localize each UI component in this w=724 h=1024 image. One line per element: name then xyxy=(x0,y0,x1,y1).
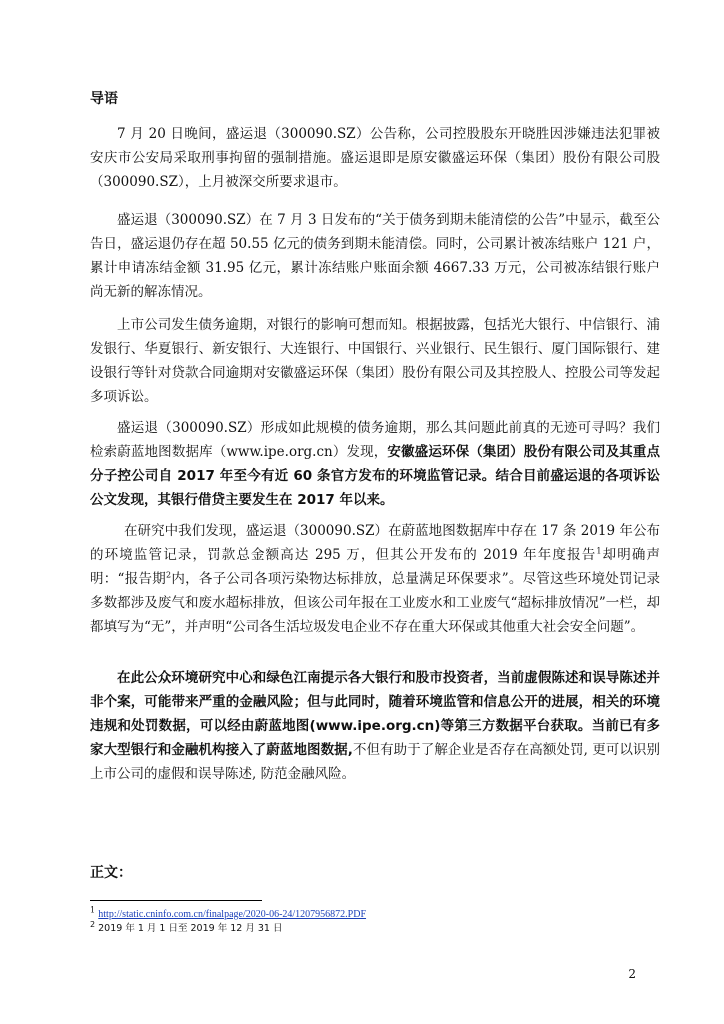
paragraph-5-text-c: 内，各子公司各项污染物达标排放，总量满足环保要求”。尽管这些环境处罚记录多数都涉及废气和废水超标排放，但该公司年报在工业废水和工业废气“超标排放情况”一栏，却都填写为“无”，并声明“公司各生活垃圾发电企业不存在重大环保或其他重大社会安全问题”。 xyxy=(90,571,661,635)
paragraph-5-text-a: 在研究中我们发现，盛运退（300090.SZ）在蔚蓝地图数据库中存在 17 条 2019 年公布的环境监管记录，罚款总金额高达 295 万，但其公开发布的 2019 年年度报告 xyxy=(90,523,660,563)
paragraph-3 xyxy=(90,313,660,409)
paragraph-4-text: 盛运退（300090.SZ）形成如此规模的债务逾期，那么其问题此前真的无迹可寻吗？我们检索蔚蓝地图数据库（www.ipe.org.cn）发现， xyxy=(90,420,660,460)
lead-heading: 导语 xyxy=(90,91,118,107)
footnote-ref-1[interactable]: 1 xyxy=(596,546,602,556)
paragraph-3-text: 上市公司发生债务逾期，对银行的影响可想而知。根据披露，包括光大银行、中信银行、浦发银行、华夏银行、新安银行、大连银行、中国银行、兴业银行、民生银行、厦门国际银行、建设银行等针对贷款合同逾期对安徽盛运环保（集团）股份有限公司及其控股人、控股公司等发起多项诉讼。 xyxy=(90,317,660,405)
paragraph-6 xyxy=(90,666,660,786)
paragraph-4 xyxy=(90,416,660,512)
footnote-1 xyxy=(90,905,367,922)
paragraph-6-text: 不但有助于了解企业是否存在高额处罚, 更可以识别上市公司的虚假和误导陈述, 防范金融风险。 xyxy=(90,742,660,782)
footnote-1-number: 1 xyxy=(90,905,96,915)
footnote-divider xyxy=(90,900,262,901)
footnote-2 xyxy=(90,919,283,936)
body-heading: 正文： xyxy=(90,865,132,881)
footnote-2-number: 2 xyxy=(90,919,96,929)
paragraph-2: 盛运退（300090.SZ）在 7 月 3 日发布的“关于债务到期未能清偿的公告”中显示，截至公告日，盛运退仍存在超 50.55 亿元的债务到期未能清偿。同时，公司累计被冻结账户 121 户，累计申请冻结金额 31.95 亿元，累计冻结账户账面余额 4667.33 万元，公司被冻结银行账户尚无新的解冻情况。 xyxy=(90,212,660,300)
footnote-1-link[interactable]: http://static.cninfo.com.cn/finalpage/2020-06-24/1207956872.PDF xyxy=(98,909,367,920)
footnote-ref-2[interactable]: 2 xyxy=(166,570,172,580)
paragraph-5 xyxy=(90,519,660,639)
page-number: 2 xyxy=(628,967,636,981)
paragraph-5-text-b: 却明确声明：“报告期 xyxy=(90,547,661,587)
footnote-2-text: 2019 年 1 月 1 日至 2019 年 12 月 31 日 xyxy=(98,923,283,934)
paragraph-1: 7 月 20 日晚间，盛运退（300090.SZ）公告称，公司控股股东开晓胜因涉嫌违法犯罪被安庆市公安局采取刑事拘留的强制措施。盛运退即是原安徽盛运环保（集团）股份有限公司股（300090.SZ），上月被深交所要求退市。 xyxy=(90,126,660,190)
paragraph-4-highlight: 安徽盛运环保（集团）股份有限公司及其重点分子控公司自 2017 年至今有近 60 条官方发布的环境监管记录。结合目前盛运退的各项诉讼公文发现，其银行借贷主要发生在 2017 年以来。 xyxy=(90,444,660,508)
paragraph-6-highlight: 在此公众环境研究中心和绿色江南提示各大银行和股市投资者，当前虚假陈述和误导陈述并非个案，可能带来严重的金融风险；但与此同时，随着环境监管和信息公开的进展，相关的环境违规和处罚数据，可以经由蔚蓝地图(www.ipe.org.cn)等第三方数据平台获取。当前已有多家大型银行和金融机构接入了蔚蓝地图数据, xyxy=(90,670,660,758)
